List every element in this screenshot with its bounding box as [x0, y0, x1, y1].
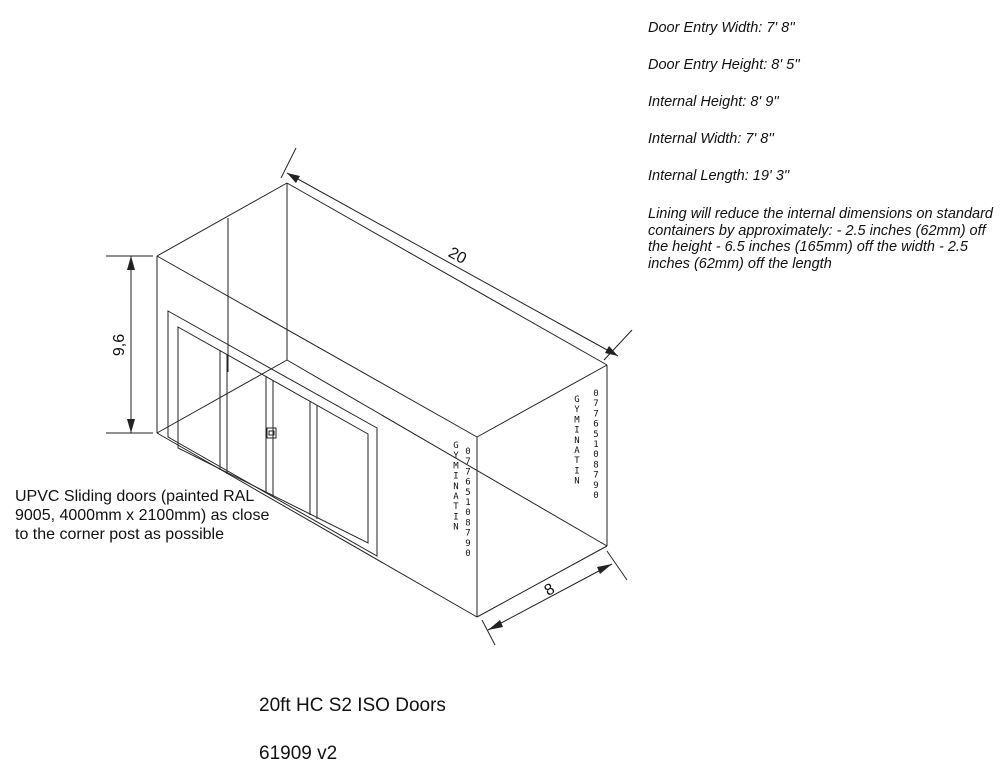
branding-phone-right: 0 7 7 6 5 1 0 8 7 9 0	[593, 389, 599, 501]
width-arrow-start	[488, 620, 503, 630]
container-box	[157, 183, 607, 617]
door-callout: UPVC Sliding doors (painted RAL 9005, 4000mm x 2100mm) as close to the corner post as possible	[15, 488, 270, 543]
spec-internal-height: Internal Height: 8' 9''	[648, 94, 779, 110]
branding-phone-left: 0 7 7 6 5 1 0 8 7 9 0	[465, 447, 471, 559]
width-label: 8	[541, 580, 558, 600]
spec-internal-width: Internal Width: 7' 8''	[648, 131, 774, 147]
height-arrow-bottom	[127, 419, 135, 433]
spec-door-entry-width: Door Entry Width: 7' 8''	[648, 20, 795, 36]
length-label: 20	[445, 244, 470, 268]
height-label: 9,6	[111, 333, 128, 357]
branding-name-right: G Y M I N A T I N	[574, 395, 580, 487]
spec-internal-length: Internal Length: 19' 3''	[648, 168, 790, 184]
width-dimension	[482, 551, 627, 645]
spec-door-entry-height: Door Entry Height: 8' 5''	[648, 57, 800, 73]
drawing-reference: 61909 v2	[259, 743, 338, 764]
drawing-title: 20ft HC S2 ISO Doors	[259, 695, 446, 716]
branding-name-left: G Y M I N A T I N	[453, 441, 459, 533]
branding-left	[453, 441, 470, 559]
branding-right	[574, 389, 598, 501]
height-arrow-top	[127, 256, 135, 270]
lining-note: Lining will reduce the internal dimensions on standard containers by approximately: - 2.5 inches (62mm) off the height - 6.5 inches (165mm) off the width - 2.5 inches (62mm) off the length	[648, 206, 993, 272]
length-arrow-start	[287, 173, 300, 183]
width-arrow-end	[597, 564, 612, 574]
